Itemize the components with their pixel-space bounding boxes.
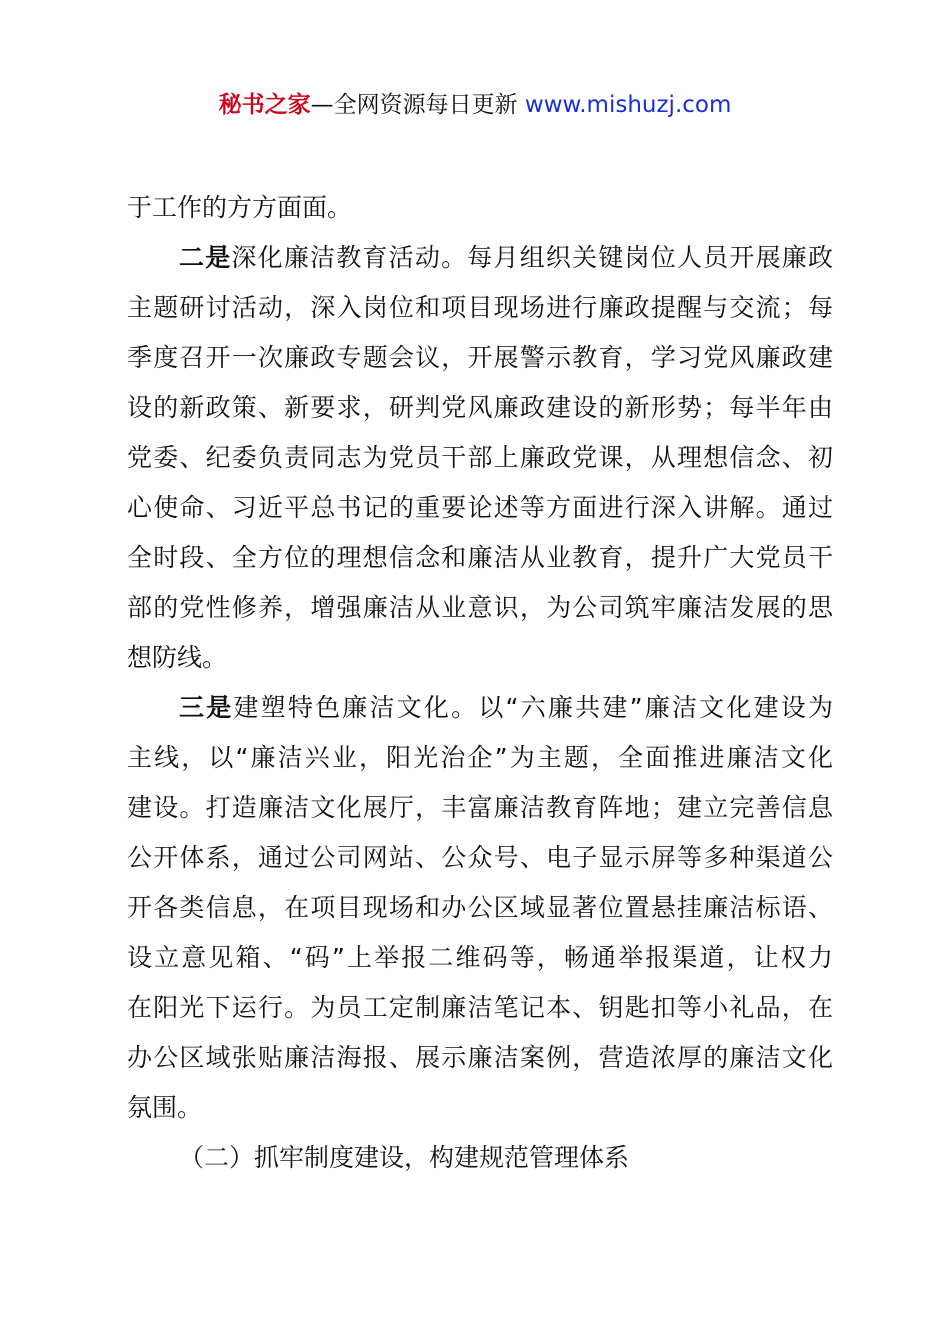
document-body: [127, 183, 833, 1183]
paragraph-line: 党委、纪委负责同志为党员干部上廉政党课，从理想信念、初: [127, 443, 833, 472]
paragraph-first-line-text: 建塑特色廉洁文化。以“六廉共建”廉洁文化建设为: [233, 693, 833, 722]
paragraph-line: 于工作的方方面面。: [127, 193, 353, 222]
paragraph-line: 氛围。: [127, 1093, 203, 1122]
paragraph-line: 想防线。: [127, 643, 228, 672]
paragraph-continuation: [127, 183, 833, 233]
header-tagline: —全网资源每日更新: [310, 92, 525, 118]
site-url-link[interactable]: www.mishuzj.com: [524, 92, 732, 118]
paragraph-culture: [127, 683, 833, 1133]
paragraph-education: [127, 233, 833, 683]
section-heading: （二）抓牢制度建设，构建规范管理体系: [179, 1143, 630, 1172]
paragraph-line: 季度召开一次廉政专题会议，开展警示教育，学习党风廉政建: [127, 343, 833, 372]
paragraph-line: 公开体系，通过公司网站、公众号、电子显示屏等多种渠道公: [127, 843, 833, 872]
paragraph-line: 设的新政策、新要求，研判党风廉政建设的新形势；每半年由: [127, 393, 833, 422]
paragraph-line: 全时段、全方位的理想信念和廉洁从业教育，提升广大党员干: [127, 543, 833, 572]
paragraph-lead: 二是: [179, 243, 232, 272]
paragraph-first-line-text: 深化廉洁教育活动。每月组织关键岗位人员开展廉政: [231, 243, 833, 272]
paragraph-lead: 三是: [179, 693, 234, 722]
paragraph-first-line: [127, 683, 833, 733]
paragraph-line: 主题研讨活动，深入岗位和项目现场进行廉政提醒与交流；每: [127, 293, 833, 322]
paragraph-line: 心使命、习近平总书记的重要论述等方面进行深入讲解。通过: [127, 493, 833, 522]
paragraph-line: 开各类信息，在项目现场和办公区域显著位置悬挂廉洁标语、: [127, 893, 833, 922]
page-header: [0, 88, 950, 122]
paragraph-line: 办公区域张贴廉洁海报、展示廉洁案例，营造浓厚的廉洁文化: [127, 1043, 833, 1072]
section-heading-block: [127, 1133, 833, 1183]
paragraph-line: 设立意见箱、“码”上举报二维码等，畅通举报渠道，让权力: [127, 943, 833, 972]
paragraph-line: 在阳光下运行。为员工定制廉洁笔记本、钥匙扣等小礼品，在: [127, 993, 833, 1022]
paragraph-first-line: [127, 233, 833, 283]
paragraph-line: 主线，以“廉洁兴业，阳光治企”为主题，全面推进廉洁文化: [127, 743, 833, 772]
paragraph-line: 建设。打造廉洁文化展厅，丰富廉洁教育阵地；建立完善信息: [127, 793, 833, 822]
site-name: 秘书之家: [218, 92, 311, 118]
paragraph-line: 部的党性修养，增强廉洁从业意识，为公司筑牢廉洁发展的思: [127, 593, 833, 622]
